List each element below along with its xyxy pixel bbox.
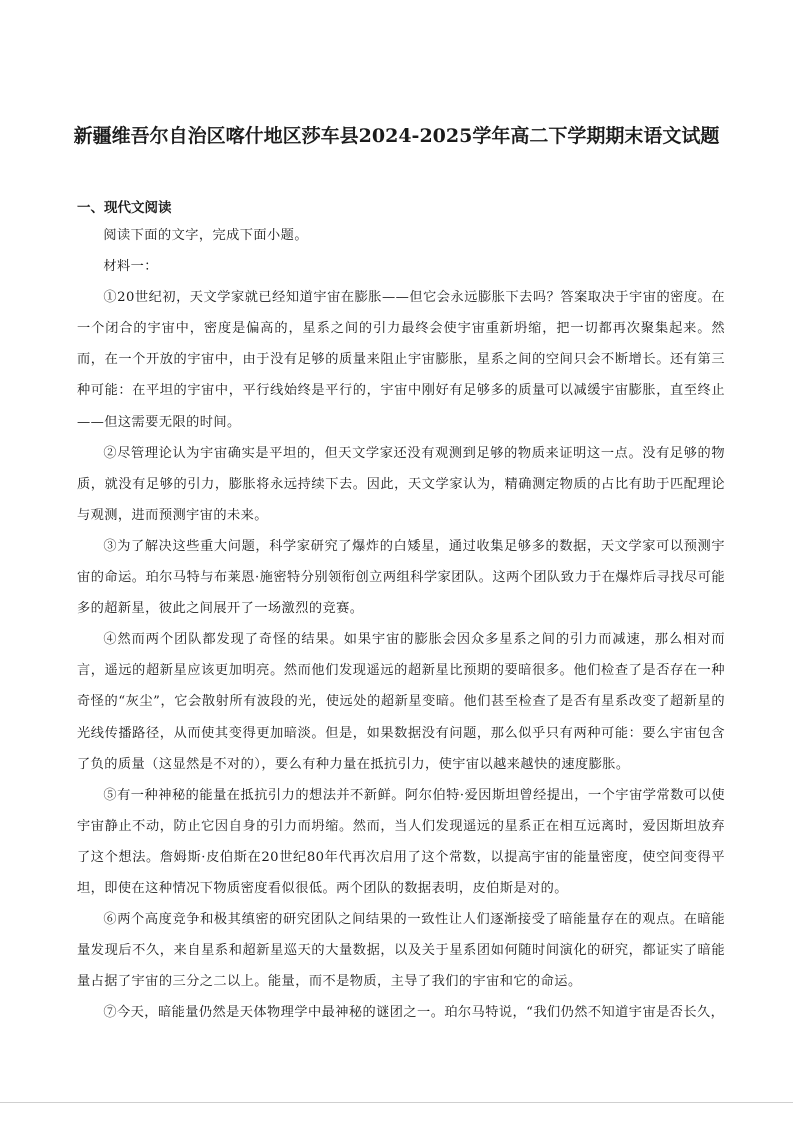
page-bottom-divider <box>0 1102 793 1103</box>
document-title: 新疆维吾尔自治区喀什地区莎车县2024-2025学年高二下学期期末语文试题 <box>73 125 720 147</box>
document-body <box>77 220 725 1028</box>
section-heading: 一、现代文阅读 <box>77 200 172 216</box>
paragraph: ④然而两个团队都发现了奇怪的结果。如果宇宙的膨胀会因众多星系之间的引力而减速，那么相对而言，遥远的超新星应该更加明亮。然而他们发现遥远的超新星比预期的要暗很多。他们检查了是否存在一种奇怪的“灰尘”，它会散射所有波段的光，使远处的超新星变暗。他们甚至检查了是否有星系改变了超新星的光线传播路径，从而使其变得更加暗淡。但是，如果数据没有问题，那么似乎只有两种可能：要么宇宙包含了负的质量（这显然是不对的），要么有种力量在抵抗引力，使宇宙以越来越快的速度膨胀。 <box>77 632 725 772</box>
material-label: 材料一： <box>103 259 158 275</box>
paragraph: ⑦今天，暗能量仍然是天体物理学中最神秘的谜团之一。珀尔马特说，“我们仍然不知道宇宙是否长久， <box>103 1005 725 1021</box>
instruction-text: 阅读下面的文字，完成下面小题。 <box>103 228 308 243</box>
paragraph: ①20世纪初，天文学家就已经知道宇宙在膨胀——但它会永远膨胀下去吗？答案取决于宇宙的密度。在一个闭合的宇宙中，密度是偏高的，星系之间的引力最终会使宇宙重新坍缩，把一切都再次聚集起来。然而，在一个开放的宇宙中，由于没有足够的质量来阻止宇宙膨胀，星系之间的空间只会不断增长。还有第三种可能：在平坦的宇宙中，平行线始终是平行的，宇宙中刚好有足够多的质量可以减缓宇宙膨胀，直至终止——但这需要无限的时间。 <box>77 290 725 430</box>
paragraph: ②尽管理论认为宇宙确实是平坦的，但天文学家还没有观测到足够的物质来证明这一点。没有足够的物质，就没有足够的引力，膨胀将永远持续下去。因此，天文学家认为，精确测定物质的占比有助于匹配理论与观测，进而预测宇宙的未来。 <box>77 445 725 523</box>
paragraph: ⑤有一种神秘的能量在抵抗引力的想法并不新鲜。阿尔伯特·爱因斯坦曾经提出，一个宇宙学常数可以使宇宙静止不动，防止它因自身的引力而坍缩。然而，当人们发现遥远的星系正在相互远离时，爱因斯坦放弃了这个想法。詹姆斯·皮伯斯在20世纪80年代再次启用了这个常数，以提高宇宙的能量密度，使空间变得平坦，即使在这种情况下物质密度看似很低。两个团队的数据表明，皮伯斯是对的。 <box>77 787 725 896</box>
paragraph: ③为了解决这些重大问题，科学家研究了爆炸的白矮星，通过收集足够多的数据，天文学家可以预测宇宙的命运。珀尔马特与布莱恩·施密特分别领衔创立两组科学家团队。这两个团队致力于在爆炸后寻找尽可能多的超新星，彼此之间展开了一场激烈的竞赛。 <box>77 538 725 617</box>
paragraph: ⑥两个高度竞争和极其缜密的研究团队之间结果的一致性让人们逐渐接受了暗能量存在的观点。在暗能量发现后不久，来自星系和超新星巡天的大量数据，以及关于星系团如何随时间演化的研究，都证实了暗能量占据了宇宙的三分之二以上。能量，而不是物质，主导了我们的宇宙和它的命运。 <box>77 912 725 990</box>
